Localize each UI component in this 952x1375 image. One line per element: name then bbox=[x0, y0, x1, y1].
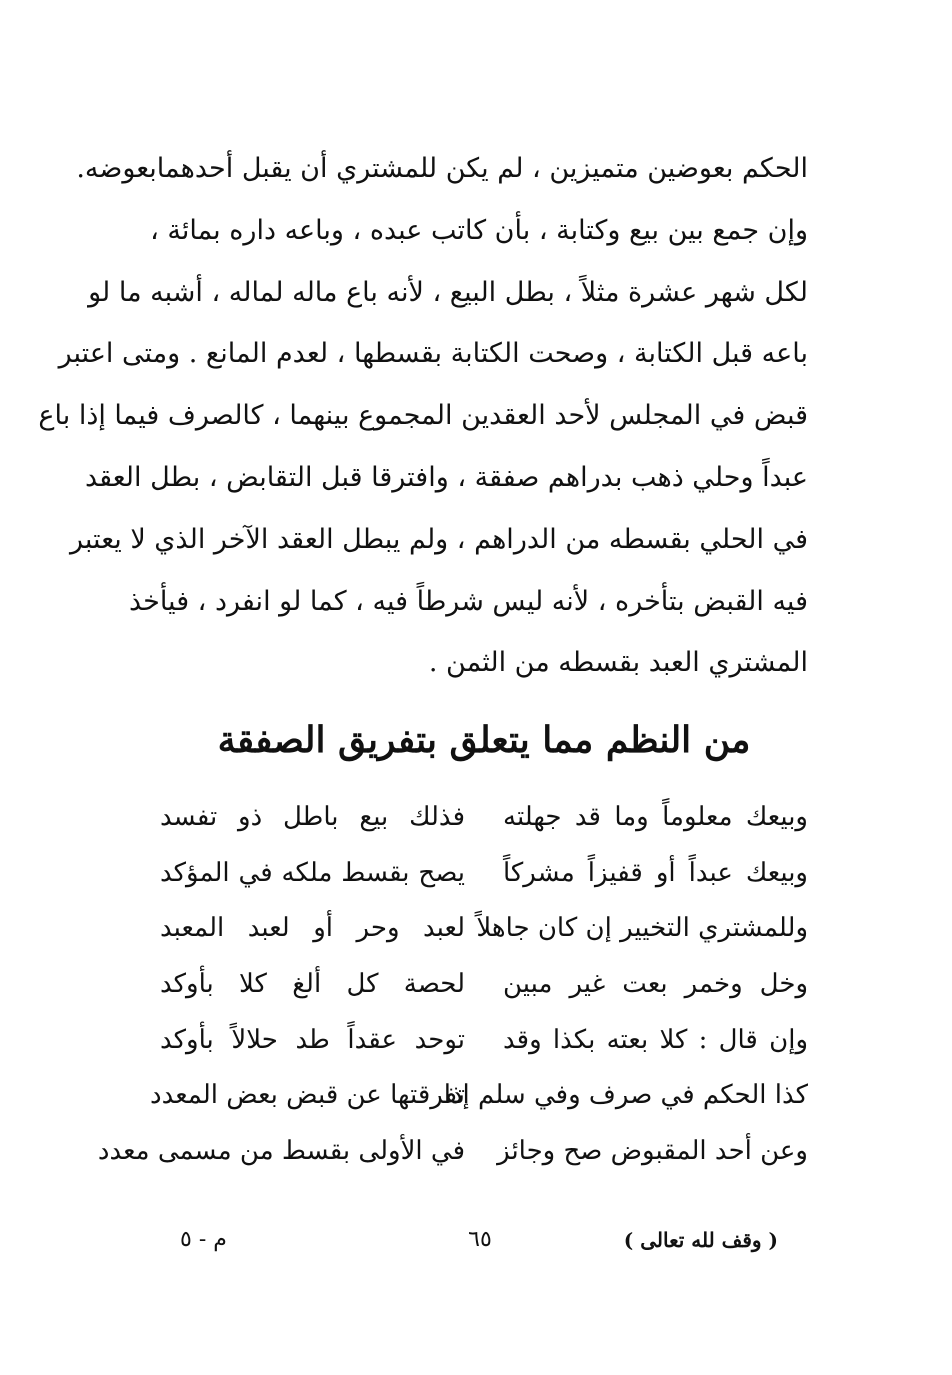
body-line: فيه القبض بتأخره ، لأنه ليس شرطاً فيه ، كما لو انفرد ، فيأخذ bbox=[128, 585, 808, 617]
body-line: وإن جمع بين بيع وكتابة ، بأن كاتب عبده ، وباعه داره بمائة ، bbox=[150, 214, 808, 246]
poem-verse bbox=[150, 1068, 808, 1124]
verse-second-hemistich: لحصة كل ألغ كلا بأوكد bbox=[160, 969, 465, 1000]
verse-second-hemistich: في الأولى بقسط من مسمى معدد bbox=[97, 1136, 465, 1167]
poem-verse bbox=[97, 1124, 808, 1180]
verse-first-hemistich: كذا الحكم في صرف وفي سلم إذا bbox=[443, 1080, 808, 1111]
signature-mark: م - ٥ bbox=[180, 1227, 227, 1252]
verse-second-hemistich: فذلك بيع باطل ذو تفسد bbox=[160, 802, 465, 832]
page-footer bbox=[160, 1222, 808, 1258]
page-number: ٦٥ bbox=[468, 1227, 492, 1252]
body-line: عبداً وحلي ذهب بدراهم صفقة ، وافترقا قبل التقابض ، بطل العقد bbox=[84, 461, 808, 493]
verse-first-hemistich: وعن أحد المقبوض صح وجائز bbox=[497, 1136, 808, 1167]
poem-verse bbox=[160, 790, 808, 846]
section-heading: من النظم مما يتعلق بتفريق الصفقة bbox=[217, 719, 751, 761]
poem-verse bbox=[160, 957, 808, 1013]
body-paragraph bbox=[38, 138, 808, 694]
poem bbox=[97, 790, 808, 1180]
body-line: لكل شهر عشرة مثلاً ، بطل البيع ، لأنه باع ماله لماله ، أشبه ما لو bbox=[88, 276, 808, 308]
verse-second-hemistich: يصح بقسط ملكه في المؤكد bbox=[160, 857, 465, 888]
verse-first-hemistich: وبيعك عبداً أو قفيزاً مشركاً bbox=[503, 857, 808, 888]
verse-first-hemistich: وبيعك معلوماً وما قد جهلته bbox=[503, 802, 808, 832]
body-line: باعه قبل الكتابة ، وصحت الكتابة بقسطها ، لعدم المانع . ومتى اعتبر bbox=[58, 338, 808, 370]
verse-first-hemistich: وللمشتري التخيير إن كان جاهلاً bbox=[476, 913, 808, 944]
poem-verse bbox=[160, 846, 808, 902]
body-line: قبض في المجلس لأحد العقدين المجموع بينهما ، كالصرف فيما إذا باع bbox=[38, 400, 808, 432]
body-line: في الحلي بقسطه من الدراهم ، ولم يبطل العقد الآخر الذي لا يعتبر bbox=[70, 523, 808, 555]
verse-second-hemistich: لعبد وحر أو لعبد المعبد bbox=[160, 913, 465, 944]
poem-verse bbox=[160, 1013, 808, 1069]
poem-verse bbox=[160, 901, 808, 957]
verse-second-hemistich: توحد عقداً طد حلالاً بأوكد bbox=[160, 1024, 465, 1055]
waqf-note: ( وقف لله تعالى ) bbox=[623, 1228, 778, 1252]
body-line: المشتري العبد بقسطه من الثمن . bbox=[428, 647, 808, 679]
verse-first-hemistich: وخل وخمر بعت غير مبين bbox=[503, 969, 808, 1000]
verse-first-hemistich: وإن قال : كلا بعته بكذا وقد bbox=[503, 1024, 808, 1055]
verse-second-hemistich: تفرقتها عن قبض بعض المعدد bbox=[150, 1080, 465, 1111]
body-line: الحكم بعوضين متميزين ، لم يكن للمشتري أن يقبل أحدهمابعوضه. bbox=[76, 153, 808, 184]
